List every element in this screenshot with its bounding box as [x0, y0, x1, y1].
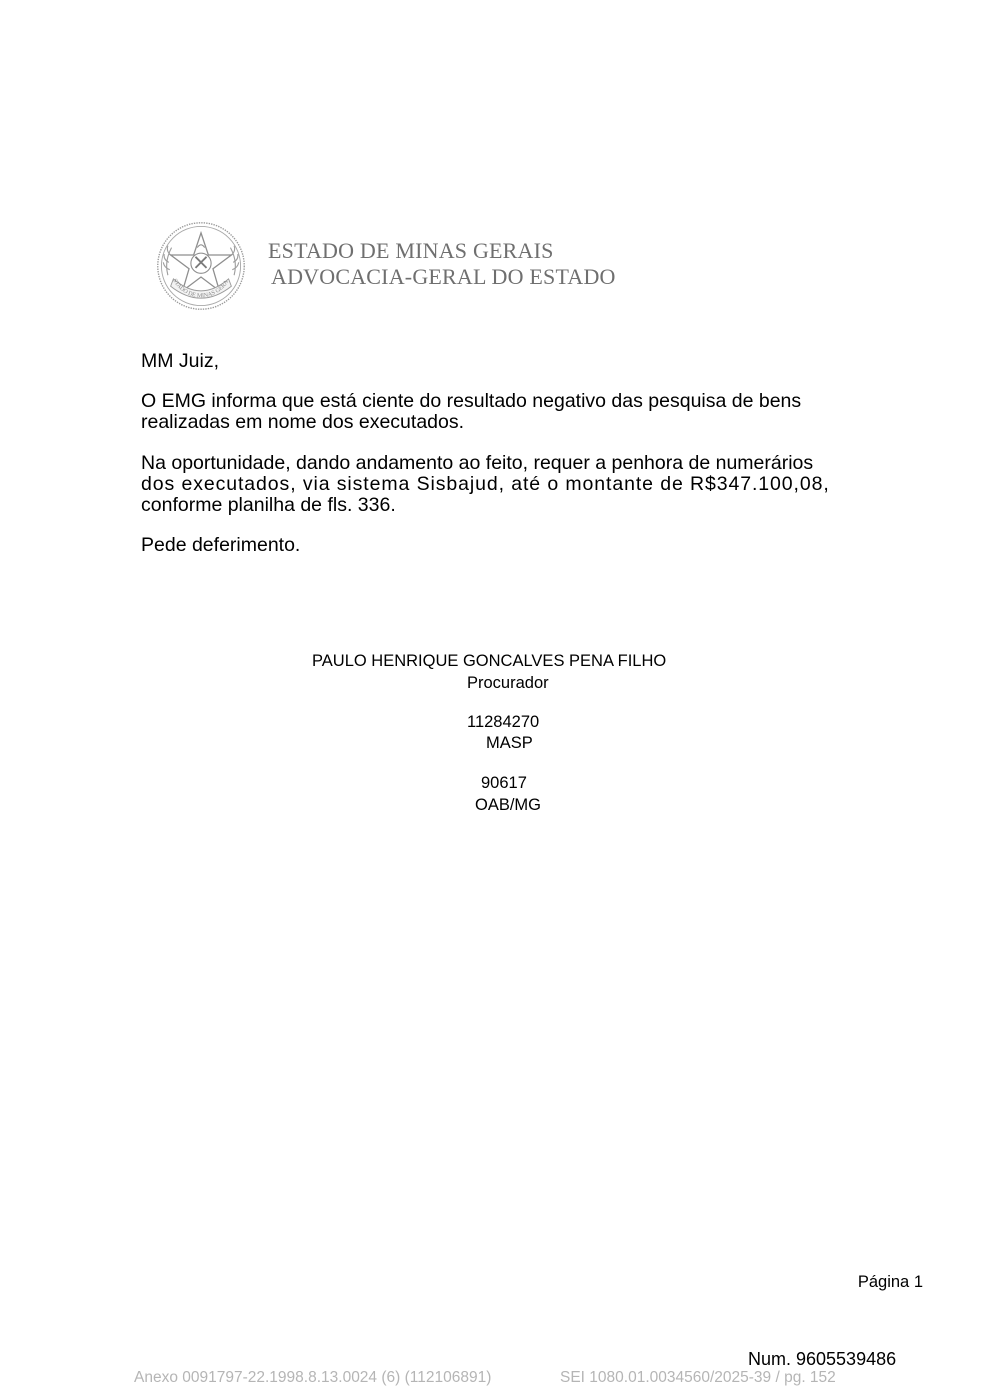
- footer-annex: Anexo 0091797-22.1998.8.13.0024 (6) (112106891): [134, 1369, 492, 1386]
- footer-sei-reference: SEI 1080.01.0034560/2025-39 / pg. 152: [560, 1369, 836, 1386]
- header-state-name: ESTADO DE MINAS GERAIS: [268, 238, 554, 263]
- header-agency-name: ADVOCACIA-GERAL DO ESTADO: [271, 264, 616, 289]
- letter-paragraph-2-line-3: conforme planilha de fls. 336.: [141, 494, 396, 516]
- letter-paragraph-2-line-1: Na oportunidade, dando andamento ao feito, requer a penhora de numerários: [141, 452, 814, 474]
- signatory-role: Procurador: [467, 674, 549, 692]
- letter-paragraph-2: [141, 453, 883, 516]
- letter-paragraph-2-line-2: dos executados, via sistema Sisbajud, até o montante de R$347.100,08,: [141, 473, 830, 495]
- letter-closing: Pede deferimento.: [141, 534, 301, 556]
- oab-label: OAB/MG: [475, 796, 542, 814]
- oab-number: 90617: [481, 774, 527, 792]
- masp-label: MASP: [486, 734, 533, 752]
- masp-number: 11284270: [467, 713, 540, 731]
- state-seal-logo: [155, 220, 247, 312]
- letter-greeting: MM Juiz,: [141, 350, 219, 372]
- signatory-name: PAULO HENRIQUE GONCALVES PENA FILHO: [312, 652, 667, 670]
- page-number: Página 1: [857, 1273, 923, 1291]
- svg-text:ESTADO DE MINAS GERAIS: [155, 220, 230, 299]
- document-number: Num. 9605539486: [748, 1349, 897, 1369]
- seal-ribbon-text: STADO DE MINAS GERA: [171, 277, 230, 300]
- letter-paragraph-1: O EMG informa que está ciente do resultado negativo das pesquisa de bens realizadas em nome dos executados.: [141, 390, 802, 433]
